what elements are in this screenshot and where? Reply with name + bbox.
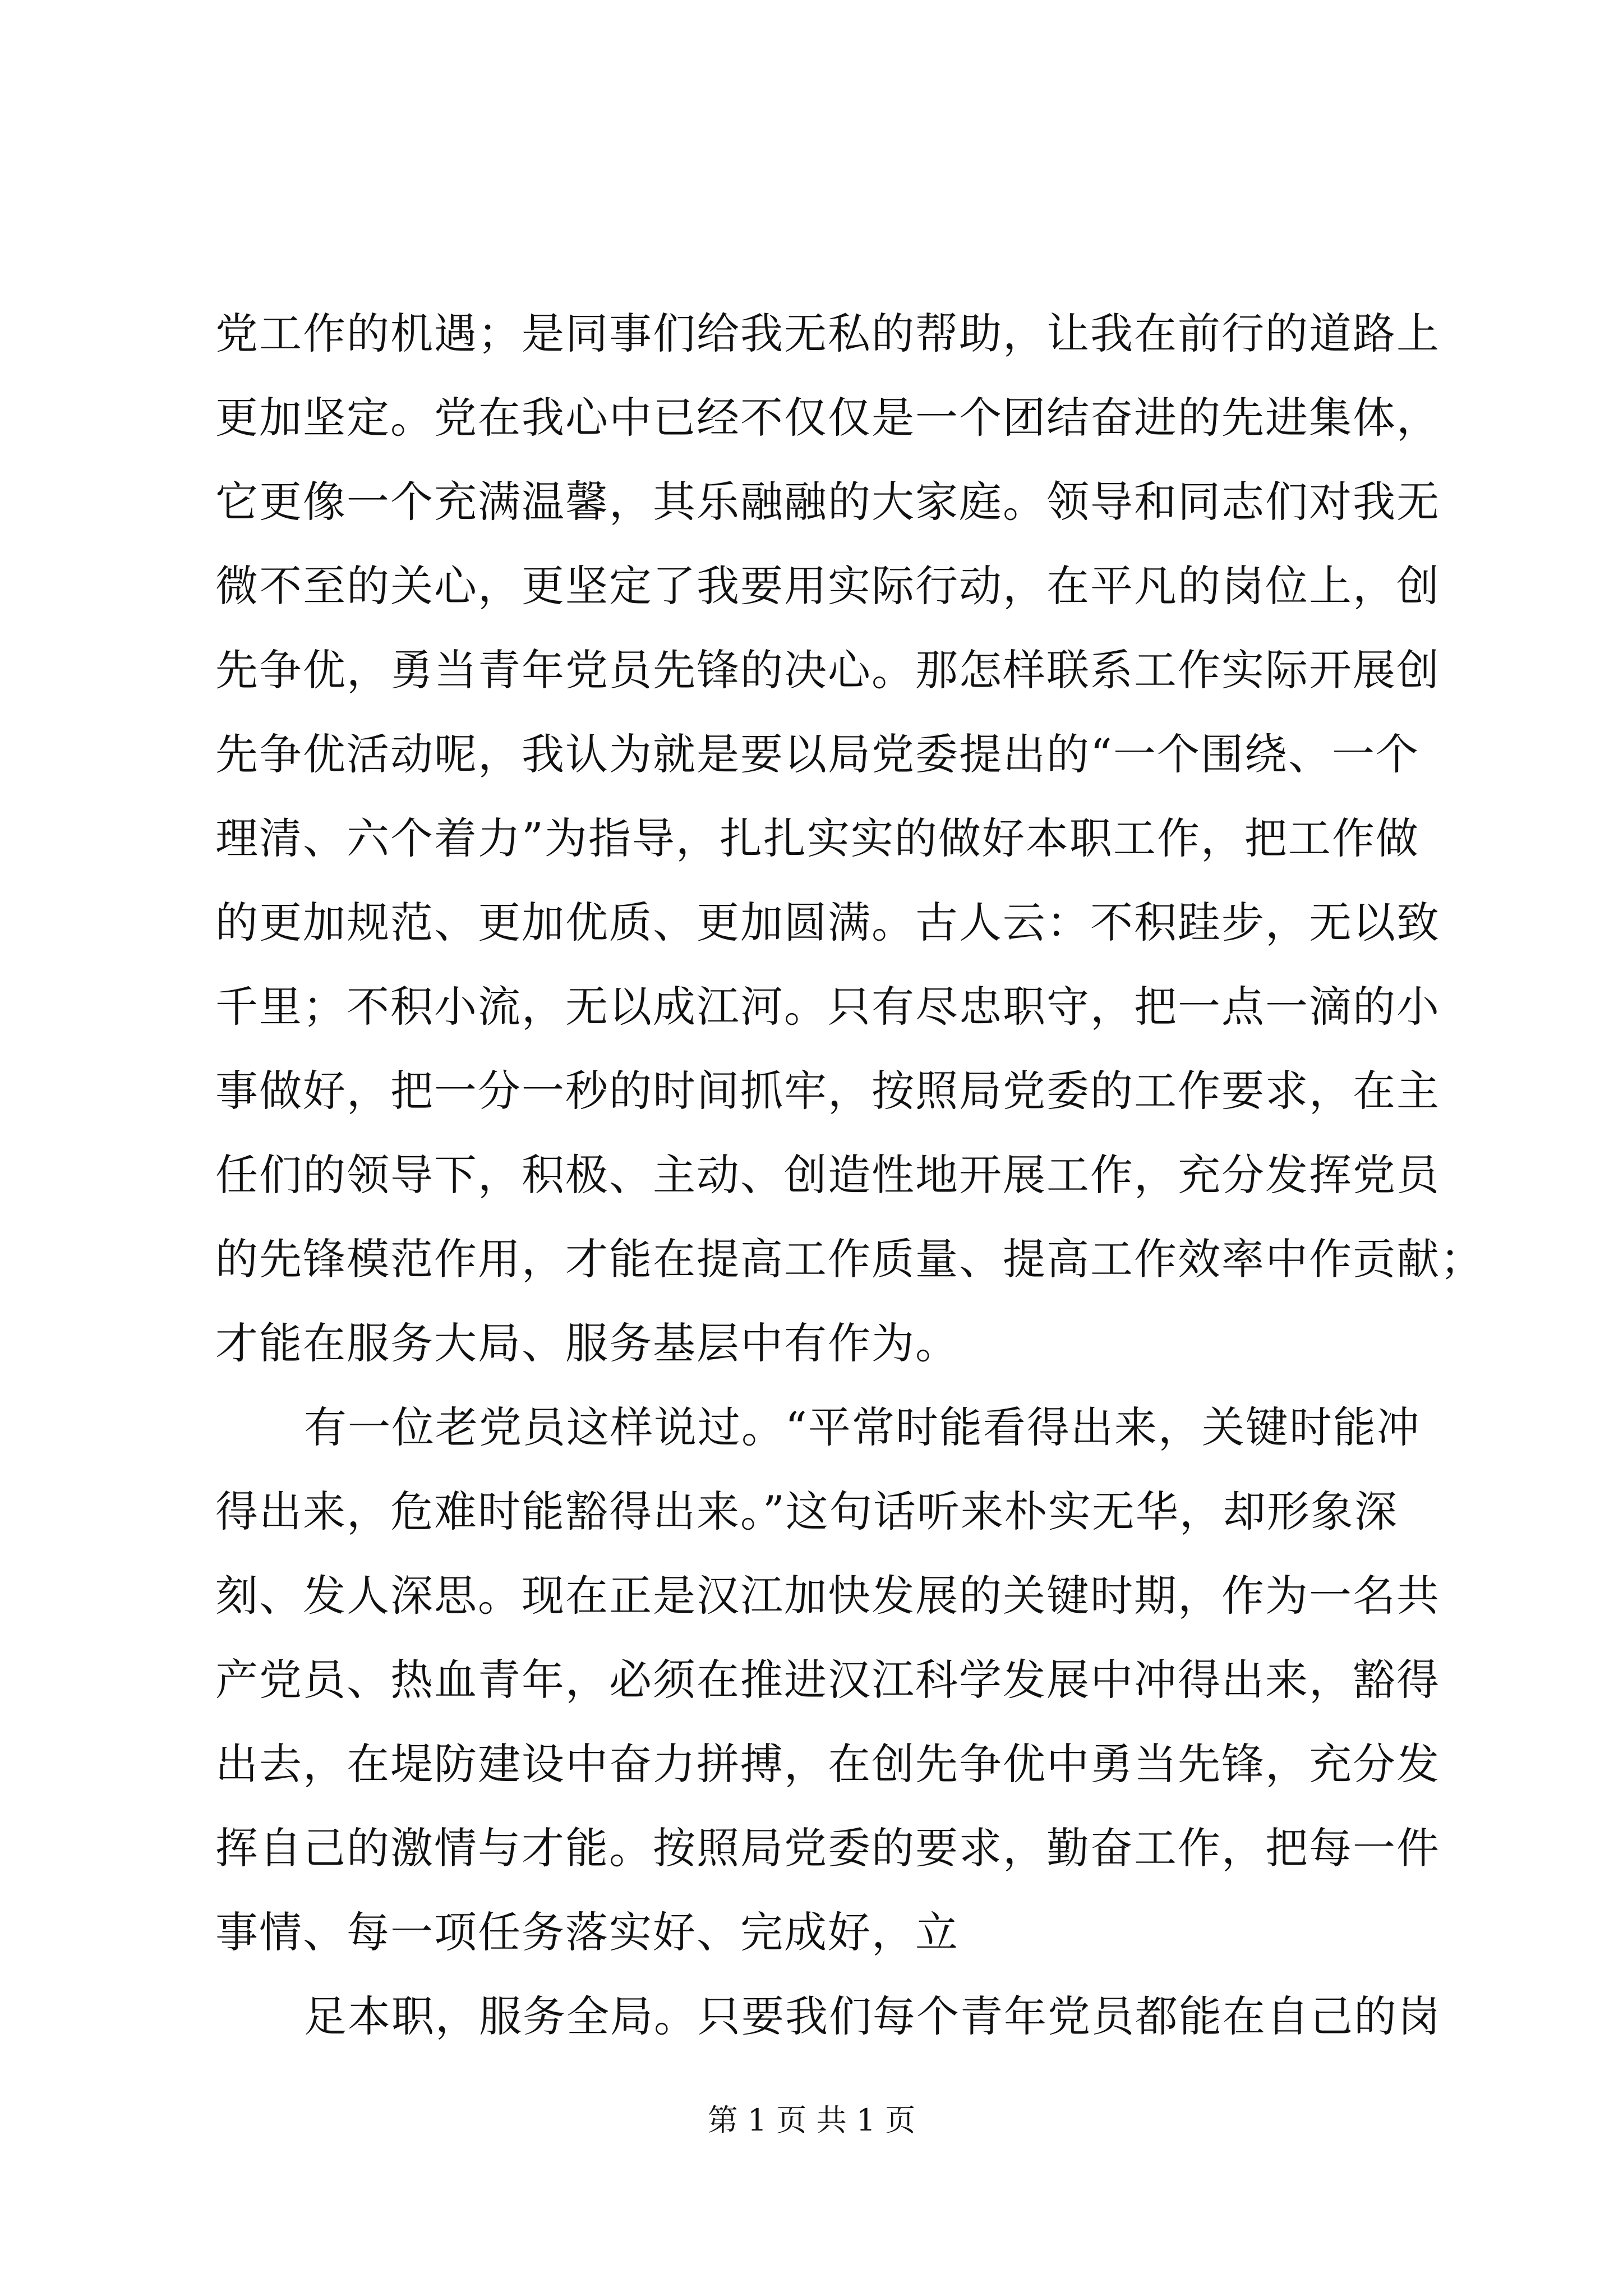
text-line: 它更像一个充满温馨，其乐融融的大家庭。领导和同志们对我无: [215, 477, 1440, 527]
text-line: 才能在服务大局、服务基层中有作为。: [215, 1318, 959, 1368]
text-line: 先争优活动呢，我认为就是要以局党委提出的“一个围绕、一个: [215, 729, 1419, 779]
body-text: [215, 292, 1484, 2059]
text-line: 党工作的机遇；是同事们给我无私的帮助，让我在前行的道路上: [215, 309, 1440, 358]
text-line: 任们的领导下，积极、主动、创造性地开展工作，充分发挥党员: [215, 1150, 1440, 1200]
text-line: 事情、每一项任务落实好、完成好，立: [215, 1907, 959, 1957]
text-line: 微不至的关心，更坚定了我要用实际行动，在平凡的岗位上，创: [215, 561, 1440, 611]
text-line: 出去，在堤防建设中奋力拼搏，在创先争优中勇当先锋，充分发: [215, 1739, 1440, 1789]
text-line: 足本职，服务全局。只要我们每个青年党员都能在自己的岗: [304, 1991, 1441, 2041]
text-line: 更加坚定。党在我心中已经不仅仅是一个团结奋进的先进集体，: [215, 393, 1440, 443]
text-line: 得出来，危难时能豁得出来。”这句话听来朴实无华，却形象深: [215, 1487, 1398, 1536]
text-line: 事做好，把一分一秒的时间抓牢，按照局党委的工作要求，在主: [215, 1066, 1440, 1116]
text-line: 理清、六个着力”为指导，扎扎实实的做好本职工作，把工作做: [215, 813, 1419, 863]
text-line: 挥自己的激情与才能。按照局党委的要求，勤奋工作，把每一件: [215, 1823, 1440, 1873]
text-line: 先争优，勇当青年党员先锋的决心。那怎样联系工作实际开展创: [215, 645, 1440, 695]
page-footer: 第 1 页 共 1 页: [707, 2102, 916, 2138]
text-line: 千里；不积小流，无以成江河。只有尽忠职守，把一点一滴的小: [215, 982, 1440, 1032]
text-line: 产党员、热血青年，必须在推进汉江科学发展中冲得出来，豁得: [215, 1655, 1440, 1705]
text-line: 有一位老党员这样说过。“平常时能看得出来，关键时能冲: [304, 1402, 1421, 1452]
text-line: 刻、发人深思。现在正是汉江加快发展的关键时期，作为一名共: [215, 1571, 1440, 1621]
text-line: 的先锋模范作用，才能在提高工作质量、提高工作效率中作贡献；: [215, 1234, 1484, 1284]
text-line: 的更加规范、更加优质、更加圆满。古人云：不积跬步，无以致: [215, 898, 1440, 947]
